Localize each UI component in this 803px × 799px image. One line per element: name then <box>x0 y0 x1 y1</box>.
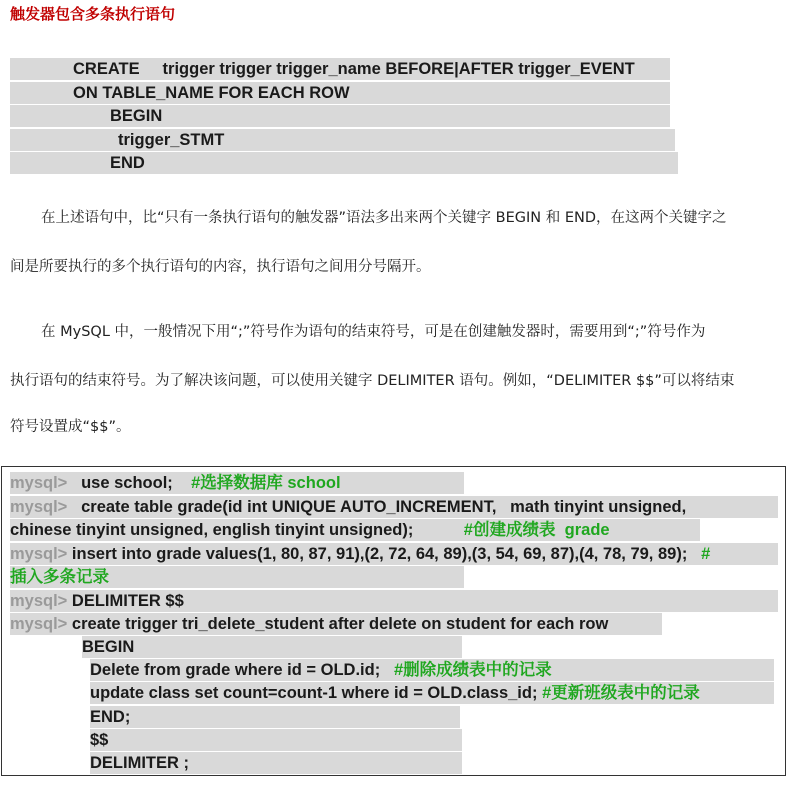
code-comment: #更新班级表中的记录 <box>542 684 700 702</box>
code-command: chinese tinyint unsigned, english tinyint unsigned); <box>10 521 414 539</box>
code-command: update class set count=count-1 where id = OLD.class_id; <box>90 684 538 702</box>
code-comment: # <box>701 545 711 563</box>
code-line <box>90 752 462 774</box>
prompt: mysql> <box>10 615 68 633</box>
code-box <box>1 466 786 776</box>
prompt: mysql> <box>10 592 68 610</box>
code-line <box>90 682 774 704</box>
code-line <box>90 659 774 681</box>
code-command: use school; <box>81 474 173 492</box>
code-line <box>10 566 464 588</box>
section-heading: 触发器包含多条执行语句 <box>10 5 176 23</box>
paragraph-line: 执行语句的结束符号。为了解决该问题，可以使用关键字 DELIMITER 语句。例如，“DELIMITER $$”可以将结束 <box>10 373 735 389</box>
code-command: DELIMITER $$ <box>71 592 184 610</box>
paragraph-line: 在 MySQL 中，一般情况下用“;”符号作为语句的结束符号，可是在创建触发器时，需要用到“;”符号作为 <box>41 324 706 340</box>
code-command: Delete from grade where id = OLD.id; <box>90 661 381 679</box>
code-line <box>10 472 464 494</box>
code-command: create table grade(id int UNIQUE AUTO_INCREMENT, math tinyint unsigned, <box>81 498 687 516</box>
code-comment: #选择数据库 school <box>191 474 341 492</box>
syntax-line: BEGIN <box>10 105 670 127</box>
syntax-line: CREATE trigger trigger trigger_name BEFORE|AFTER trigger_EVENT <box>10 58 670 80</box>
syntax-block <box>10 58 678 176</box>
paragraph-line: 在上述语句中，比“只有一条执行语句的触发器”语法多出来两个关键字 BEGIN 和 END，在这两个关键字之 <box>41 210 727 226</box>
code-line <box>82 636 462 658</box>
code-command: BEGIN <box>82 638 135 656</box>
code-command: END; <box>90 708 131 726</box>
paragraph-line: 间是所要执行的多个执行语句的内容，执行语句之间用分号隔开。 <box>10 259 431 275</box>
prompt: mysql> <box>10 498 68 516</box>
code-line <box>10 613 662 635</box>
code-command: create trigger tri_delete_student after delete on student for each row <box>71 615 609 633</box>
code-command: DELIMITER ; <box>90 754 189 772</box>
prompt: mysql> <box>10 474 68 492</box>
prompt: mysql> <box>10 545 68 563</box>
code-line <box>10 496 778 518</box>
code-line <box>10 543 778 565</box>
syntax-line: END <box>10 152 678 174</box>
syntax-line: ON TABLE_NAME FOR EACH ROW <box>10 82 670 104</box>
paragraph-line: 符号设置成“$$”。 <box>10 419 131 435</box>
code-comment: #删除成绩表中的记录 <box>393 661 552 679</box>
code-line <box>90 729 462 751</box>
code-comment: #创建成绩表 grade <box>463 521 610 539</box>
code-comment: 插入多条记录 <box>10 568 109 586</box>
code-line <box>10 519 700 541</box>
code-command: insert into grade values(1, 80, 87, 91),(2, 72, 64, 89),(3, 54, 69, 87),(4, 78, 79, 89); <box>71 545 688 563</box>
code-line <box>90 706 460 728</box>
code-command: $$ <box>90 731 109 749</box>
code-line <box>10 590 778 612</box>
syntax-line: trigger_STMT <box>10 129 675 151</box>
